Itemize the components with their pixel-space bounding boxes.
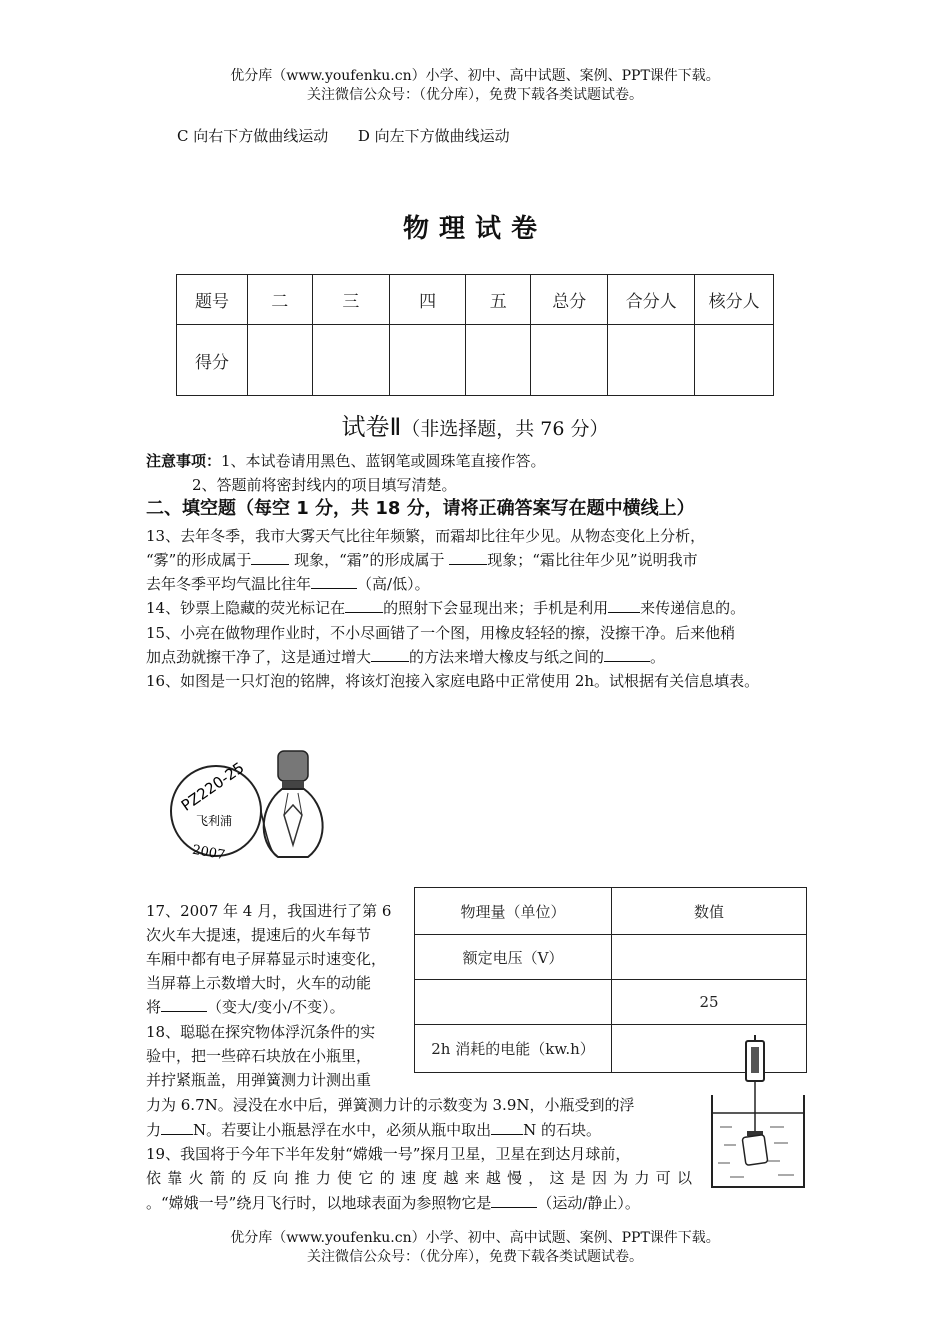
- q16-line: 16、如图是一只灯泡的铭牌，将该灯泡接入家庭电路中正常使用 2h。试根据有关信息填表。: [146, 672, 760, 690]
- q19-line-1: 19、我国将于今年下半年发射“嫦娥一号”探月卫星，卫星在到达月球前，: [146, 1145, 631, 1163]
- info-cell[interactable]: [612, 935, 807, 980]
- score-cell[interactable]: [531, 325, 608, 396]
- info-cell[interactable]: [415, 980, 612, 1025]
- q18-line-4: 力为 6.7N。浸没在水中后，弹簧测力计的示数变为 3.9N，小瓶受到的浮: [146, 1096, 635, 1114]
- q13-text: 现象；“霜比往年少见”说明我市: [487, 551, 698, 569]
- q17-line-3: 车厢中都有电子屏幕显示时速变化，: [146, 950, 387, 968]
- q18-line-3: 并拧紧瓶盖，用弹簧测力计测出重: [146, 1071, 372, 1089]
- score-header-cell: 五: [466, 275, 531, 325]
- score-header-cell: 合分人: [608, 275, 695, 325]
- option-d: D 向左下方做曲线运动: [357, 127, 510, 145]
- q17-line-5: [146, 995, 345, 1019]
- q14-text: 14、钞票上隐藏的荧光标记在: [146, 599, 346, 617]
- nameplate-brand-text: 飞利浦: [196, 814, 233, 828]
- answer-blank[interactable]: [491, 1120, 523, 1135]
- q17-line-4: 当屏幕上示数增大时，火车的动能: [146, 974, 372, 992]
- small-bottle-icon: [742, 1131, 768, 1165]
- q17-text: （变大/变小/不变）。: [207, 998, 345, 1016]
- info-cell: 2h 消耗的电能（kw.h）: [415, 1025, 612, 1073]
- score-cell[interactable]: [608, 325, 695, 396]
- q17-line-1: 17、2007 年 4 月，我国进行了第 6: [146, 902, 392, 920]
- q15-text: 的方法来增大橡皮与纸之间的: [409, 648, 605, 666]
- info-header-cell: 数值: [612, 888, 807, 935]
- answer-blank[interactable]: [608, 598, 640, 613]
- answer-blank[interactable]: [161, 997, 207, 1012]
- info-header-cell: 物理量（单位）: [415, 888, 612, 935]
- header-line-2: 关注微信公众号：（优分库），免费下载各类试题试卷。: [307, 87, 643, 103]
- spring-scale-beaker-figure: [700, 1035, 810, 1195]
- q19-line-2: 依靠火箭的反向推力使它的速度越来越慢，这是因为力可以: [146, 1169, 692, 1187]
- score-cell[interactable]: [466, 325, 531, 396]
- bulb-nameplate-figure: [166, 745, 336, 875]
- q13-text: 现象，“霜”的形成属于: [294, 551, 445, 569]
- q13-text: 去年冬季平均气温比往年: [146, 575, 312, 593]
- q19-text: （运动/静止）。: [537, 1194, 640, 1212]
- q15-text: 。: [650, 648, 666, 666]
- q19-text: 。“嫦娥一号”绕月飞行时，以地球表面为参照物它是: [146, 1194, 492, 1212]
- score-cell[interactable]: [248, 325, 312, 396]
- score-header-cell: 二: [248, 275, 312, 325]
- q18-text: N。若要让小瓶悬浮在水中，必须从瓶中取出: [193, 1121, 492, 1139]
- score-table: [176, 274, 774, 396]
- q14-line: [146, 596, 745, 620]
- q18-line-1: 18、聪聪在探究物体浮沉条件的实: [146, 1023, 376, 1041]
- q15-line-2: [146, 645, 665, 669]
- q17-line-2: 次火车大提速，提速后的火车每节: [146, 926, 372, 944]
- score-header-cell: 总分: [531, 275, 608, 325]
- q19-line-3: [146, 1191, 640, 1215]
- part2-heading: [0, 407, 950, 442]
- footer-line-1: 优分库（www.youfenku.cn）小学、初中、高中试题、案例、PPT课件下载。: [230, 1230, 720, 1246]
- answer-blank[interactable]: [604, 647, 650, 662]
- header-line-1: 优分库（www.youfenku.cn）小学、初中、高中试题、案例、PPT课件下载。: [230, 68, 720, 84]
- q14-text: 来传递信息的。: [640, 599, 746, 617]
- notes-item-2: 2、答题前将密封线内的项目填写清楚。: [192, 476, 457, 494]
- q14-text: 的照射下会显现出来；手机是利用: [383, 599, 609, 617]
- score-header-cell: 四: [390, 275, 466, 325]
- info-cell: 额定电压（V）: [415, 935, 612, 980]
- notes-line-1: [146, 449, 546, 473]
- score-cell[interactable]: [695, 325, 774, 396]
- light-bulb-icon: [261, 751, 323, 857]
- info-cell: 25: [612, 980, 807, 1025]
- spring-scale-icon: [746, 1035, 764, 1131]
- options-line: [177, 124, 510, 148]
- answer-blank[interactable]: [251, 550, 289, 565]
- score-header-cell: 核分人: [695, 275, 774, 325]
- q18-text: N 的石块。: [523, 1121, 602, 1139]
- footer-line-2: 关注微信公众号：（优分库），免费下载各类试题试卷。: [307, 1249, 643, 1265]
- nameplate-year-text: 2007: [190, 842, 227, 864]
- answer-blank[interactable]: [371, 647, 409, 662]
- q18-line-5: [146, 1118, 601, 1142]
- q13-line-2: [146, 548, 698, 572]
- q15-text: 加点劲就擦干净了，这是通过增大: [146, 648, 372, 666]
- q15-line-1: 15、小亮在做物理作业时，不小尽画错了一个图，用橡皮轻轻的擦，没擦干净。后来他稍: [146, 624, 736, 642]
- q13-line-1: 13、去年冬季，我市大雾天气比往年频繁，而霜却比往年少见。从物态变化上分析，: [146, 527, 706, 545]
- q18-line-2: 验中，把一些碎石块放在小瓶里，: [146, 1047, 372, 1065]
- notes-label: 注意事项：: [146, 452, 222, 470]
- nameplate-model-text: PZ220-25: [177, 758, 248, 815]
- score-header-cell: 三: [312, 275, 390, 325]
- part2-title: 试卷Ⅱ: [341, 413, 402, 441]
- score-header-cell: 题号: [177, 275, 248, 325]
- answer-blank[interactable]: [311, 574, 357, 589]
- q13-line-3: [146, 572, 430, 596]
- score-cell[interactable]: [312, 325, 390, 396]
- answer-blank[interactable]: [161, 1120, 193, 1135]
- q17-text: 将: [146, 998, 162, 1016]
- score-cell[interactable]: [390, 325, 466, 396]
- option-c: C 向右下方做曲线运动: [177, 127, 329, 145]
- q18-text: 力: [146, 1121, 162, 1139]
- page-title: 物理试卷: [402, 214, 547, 244]
- answer-blank[interactable]: [491, 1193, 537, 1208]
- q13-text: （高/低）。: [357, 575, 430, 593]
- q13-text: “雾”的形成属于: [146, 551, 252, 569]
- section-2-heading: 二、填空题（每空 1 分，共 18 分，请将正确答案写在题中横线上）: [146, 498, 695, 519]
- notes-item-1: 1、本试卷请用黑色、蓝钢笔或圆珠笔直接作答。: [221, 452, 546, 470]
- part2-subtitle: （非选择题，共 76 分）: [401, 418, 609, 440]
- answer-blank[interactable]: [449, 550, 487, 565]
- score-row-label: 得分: [177, 325, 248, 396]
- answer-blank[interactable]: [345, 598, 383, 613]
